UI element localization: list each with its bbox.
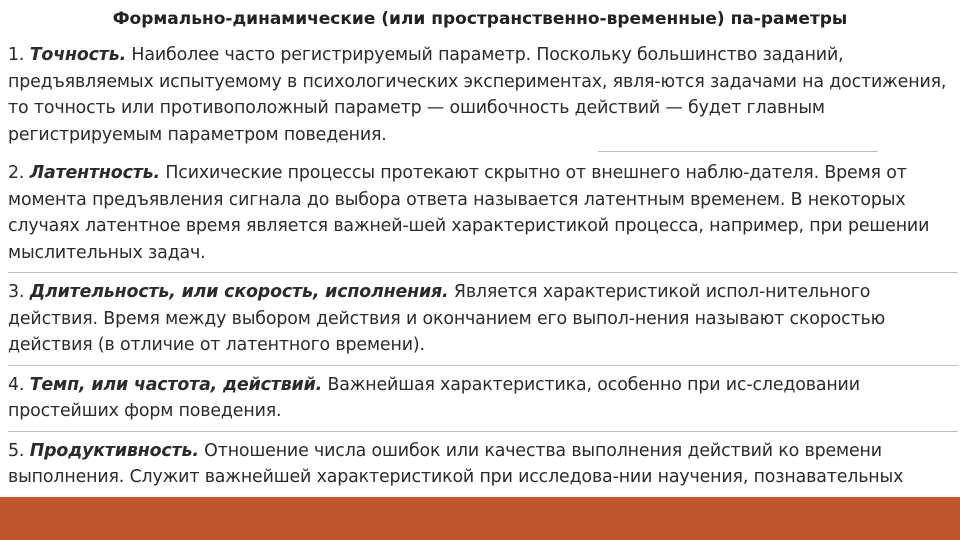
item-text: Отношение числа ошибок или качества выполнения действий ко времени выполнения. Служит важнейшей характеристикой при исследова-нии научения, познавательных (8, 440, 904, 487)
item-number: 2. (8, 163, 25, 183)
slide-title: Формально-динамические (или пространственно-временные) па-раметры (112, 9, 848, 29)
item-term: Темп, или частота, действий. (29, 374, 323, 395)
accent-band (0, 497, 960, 540)
item-text: Наиболее часто регистрируемый параметр. Поскольку большинство заданий, предъявляемых испытуемому в психологических экспериментах, явля-ются задачами на достижения, то точность или противоположный параметр — ошибочность действий — будет главным регистрируемым параметром поведения. (8, 45, 947, 145)
parameter-list (8, 42, 958, 529)
item-text: Психические процессы протекают скрытно от внешнего наблю-дателя. Время от момента предъявления сигнала до выбора ответа называется латентным временем. В некоторых случаях латентное время является важней-шей характеристикой процесса, например, при решении мыслительных задач. (8, 163, 930, 263)
item-term: Точность. (29, 45, 127, 65)
list-item (8, 160, 958, 273)
item-text: Является характеристикой испол-нительного действия. Время между выбором действия и окончанием его выпол-нения называют скоростью действия (в отличие от латентного времени). (8, 282, 886, 355)
divider (598, 151, 878, 152)
item-number: 5. (8, 440, 25, 461)
item-term: Длительность, или скорость, исполнения. (29, 282, 449, 302)
item-number: 3. (8, 282, 25, 302)
item-text: Важнейшая характеристика, особенно при ис-следовании простейших форм поведения. (8, 374, 860, 421)
item-term: Латентность. (29, 163, 160, 183)
item-number: 4. (8, 374, 25, 395)
item-term: Продуктивность. (29, 440, 199, 461)
list-item (8, 279, 958, 366)
item-number: 1. (8, 45, 25, 65)
list-item (8, 372, 958, 432)
list-item (8, 42, 958, 154)
